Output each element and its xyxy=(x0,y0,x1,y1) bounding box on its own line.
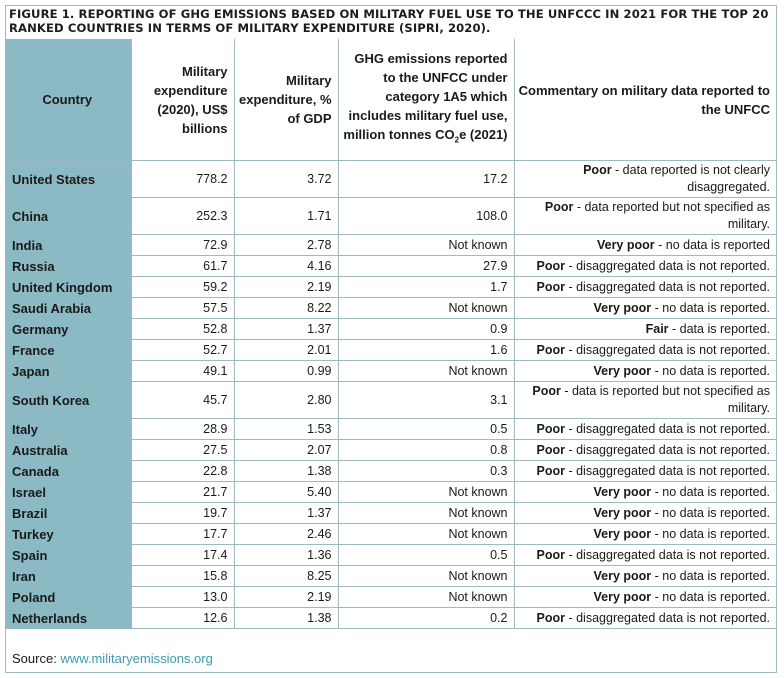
commentary-text: - data is reported but not specified as military. xyxy=(560,384,770,415)
header-gdp: Military expenditure, % of GDP xyxy=(234,39,338,161)
gdp-cell: 1.71 xyxy=(234,198,338,235)
country-cell: Netherlands xyxy=(6,608,131,629)
emissions-cell: Not known xyxy=(338,587,514,608)
emissions-cell: 0.2 xyxy=(338,608,514,629)
commentary-text: - data is reported. xyxy=(668,321,770,336)
header-emissions xyxy=(338,39,514,161)
expenditure-cell: 52.8 xyxy=(131,319,234,340)
commentary-cell xyxy=(514,161,776,198)
commentary-text: - no data is reported. xyxy=(651,589,770,604)
commentary-cell xyxy=(514,566,776,587)
rating-label: Very poor xyxy=(593,589,652,604)
country-cell: China xyxy=(6,198,131,235)
rating-label: Poor xyxy=(544,200,574,214)
gdp-cell: 1.38 xyxy=(234,608,338,629)
header-emissions-prefix: GHG emissions reported to the UNFCC under category 1A5 which includes military fuel use, million tonnes CO xyxy=(343,51,508,143)
gdp-cell: 2.07 xyxy=(234,440,338,461)
emissions-cell: Not known xyxy=(338,524,514,545)
gdp-cell: 1.38 xyxy=(234,461,338,482)
commentary-text: - no data is reported xyxy=(654,237,770,252)
gdp-cell: 1.36 xyxy=(234,545,338,566)
country-cell: Russia xyxy=(6,256,131,277)
commentary-cell xyxy=(514,340,776,361)
expenditure-cell: 49.1 xyxy=(131,361,234,382)
commentary-cell xyxy=(514,608,776,629)
commentary-cell xyxy=(514,545,776,566)
rating-label: Very poor xyxy=(593,568,652,583)
table-row xyxy=(6,524,776,545)
table-row xyxy=(6,256,776,277)
table-row xyxy=(6,545,776,566)
commentary-cell xyxy=(514,440,776,461)
rating-label: Poor xyxy=(536,463,565,478)
table-row xyxy=(6,298,776,319)
rating-label: Very poor xyxy=(596,237,655,252)
country-cell: South Korea xyxy=(6,382,131,419)
rating-label: Poor xyxy=(536,342,565,357)
country-cell: Germany xyxy=(6,319,131,340)
commentary-cell xyxy=(514,503,776,524)
commentary-cell xyxy=(514,382,776,419)
expenditure-cell: 61.7 xyxy=(131,256,234,277)
commentary-text: - disaggregated data is not reported. xyxy=(565,463,770,478)
header-row xyxy=(6,39,776,161)
country-cell: Brazil xyxy=(6,503,131,524)
table-row xyxy=(6,235,776,256)
rating-label: Fair xyxy=(645,321,669,336)
gdp-cell: 2.01 xyxy=(234,340,338,361)
rating-label: Poor xyxy=(536,547,565,562)
table-body xyxy=(6,161,776,629)
expenditure-cell: 21.7 xyxy=(131,482,234,503)
emissions-cell: Not known xyxy=(338,298,514,319)
table-row xyxy=(6,503,776,524)
rating-label: Poor xyxy=(536,442,565,457)
expenditure-cell: 15.8 xyxy=(131,566,234,587)
header-commentary: Commentary on military data reported to the UNFCC xyxy=(514,39,776,161)
gdp-cell: 1.37 xyxy=(234,503,338,524)
gdp-cell: 4.16 xyxy=(234,256,338,277)
commentary-cell xyxy=(514,524,776,545)
emissions-cell: Not known xyxy=(338,361,514,382)
country-cell: United Kingdom xyxy=(6,277,131,298)
country-cell: Japan xyxy=(6,361,131,382)
header-emissions-sub: 2 xyxy=(454,135,460,145)
country-cell: Saudi Arabia xyxy=(6,298,131,319)
rating-label: Very poor xyxy=(593,363,652,378)
country-cell: Spain xyxy=(6,545,131,566)
commentary-cell xyxy=(514,319,776,340)
emissions-cell: 1.7 xyxy=(338,277,514,298)
country-cell: Canada xyxy=(6,461,131,482)
table-row xyxy=(6,440,776,461)
gdp-cell: 8.22 xyxy=(234,298,338,319)
table-row xyxy=(6,419,776,440)
header-expenditure: Military expenditure (2020), US$ billions xyxy=(131,39,234,161)
commentary-text: - disaggregated data is not reported. xyxy=(565,258,770,273)
gdp-cell: 2.46 xyxy=(234,524,338,545)
expenditure-cell: 52.7 xyxy=(131,340,234,361)
rating-label: Poor xyxy=(536,421,565,436)
expenditure-cell: 17.7 xyxy=(131,524,234,545)
table-row xyxy=(6,340,776,361)
gdp-cell: 0.99 xyxy=(234,361,338,382)
commentary-text: - no data is reported. xyxy=(651,300,770,315)
expenditure-cell: 22.8 xyxy=(131,461,234,482)
commentary-text: - disaggregated data is not reported. xyxy=(565,547,770,562)
commentary-cell xyxy=(514,235,776,256)
emissions-cell: 108.0 xyxy=(338,198,514,235)
commentary-text: - no data is reported. xyxy=(651,526,770,541)
emissions-cell: 0.5 xyxy=(338,545,514,566)
expenditure-cell: 19.7 xyxy=(131,503,234,524)
commentary-cell xyxy=(514,298,776,319)
emissions-cell: 0.9 xyxy=(338,319,514,340)
expenditure-cell: 252.3 xyxy=(131,198,234,235)
source-label: Source: xyxy=(12,651,61,666)
commentary-cell xyxy=(514,277,776,298)
emissions-cell: 17.2 xyxy=(338,161,514,198)
country-cell: Poland xyxy=(6,587,131,608)
figure-title: FIGURE 1. REPORTING OF GHG EMISSIONS BASED ON MILITARY FUEL USE TO THE UNFCCC IN 2021 FOR THE TOP 20 RANKED COUNTRIES IN TERMS OF MILITARY EXPENDITURE (SIPRI, 2020). xyxy=(9,7,769,35)
commentary-cell xyxy=(514,482,776,503)
commentary-cell xyxy=(514,461,776,482)
gdp-cell: 2.19 xyxy=(234,277,338,298)
rating-label: Very poor xyxy=(593,505,652,520)
emissions-cell: Not known xyxy=(338,482,514,503)
expenditure-cell: 72.9 xyxy=(131,235,234,256)
commentary-text: - data reported but not specified as military. xyxy=(573,200,770,231)
expenditure-cell: 45.7 xyxy=(131,382,234,419)
country-cell: France xyxy=(6,340,131,361)
commentary-text: - no data is reported. xyxy=(651,568,770,583)
table-row xyxy=(6,361,776,382)
table-row xyxy=(6,587,776,608)
rating-label: Very poor xyxy=(593,300,652,315)
gdp-cell: 1.53 xyxy=(234,419,338,440)
commentary-text: - disaggregated data is not reported. xyxy=(565,279,770,294)
country-cell: Australia xyxy=(6,440,131,461)
expenditure-cell: 12.6 xyxy=(131,608,234,629)
commentary-text: - disaggregated data is not reported. xyxy=(565,610,770,625)
commentary-text: - disaggregated data is not reported. xyxy=(565,421,770,436)
source-link[interactable]: www.militaryemissions.org xyxy=(60,651,213,666)
gdp-cell: 8.25 xyxy=(234,566,338,587)
commentary-text: - no data is reported. xyxy=(651,363,770,378)
table-row xyxy=(6,482,776,503)
commentary-cell xyxy=(514,198,776,235)
table-row xyxy=(6,461,776,482)
expenditure-cell: 28.9 xyxy=(131,419,234,440)
commentary-text: - disaggregated data is not reported. xyxy=(565,442,770,457)
commentary-cell xyxy=(514,419,776,440)
emissions-cell: 0.5 xyxy=(338,419,514,440)
commentary-cell xyxy=(514,587,776,608)
emissions-table xyxy=(6,39,776,629)
gdp-cell: 1.37 xyxy=(234,319,338,340)
emissions-cell: 3.1 xyxy=(338,382,514,419)
rating-label: Very poor xyxy=(593,526,652,541)
emissions-cell: 0.3 xyxy=(338,461,514,482)
expenditure-cell: 59.2 xyxy=(131,277,234,298)
commentary-text: - no data is reported. xyxy=(651,484,770,499)
commentary-cell xyxy=(514,256,776,277)
expenditure-cell: 27.5 xyxy=(131,440,234,461)
expenditure-cell: 778.2 xyxy=(131,161,234,198)
rating-label: Poor xyxy=(536,610,565,625)
country-cell: India xyxy=(6,235,131,256)
table-row xyxy=(6,198,776,235)
commentary-cell xyxy=(514,361,776,382)
country-cell: Israel xyxy=(6,482,131,503)
gdp-cell: 3.72 xyxy=(234,161,338,198)
table-row xyxy=(6,608,776,629)
rating-label: Poor xyxy=(536,258,565,273)
country-cell: United States xyxy=(6,161,131,198)
gdp-cell: 2.80 xyxy=(234,382,338,419)
emissions-cell: 27.9 xyxy=(338,256,514,277)
emissions-cell: 0.8 xyxy=(338,440,514,461)
rating-label: Very poor xyxy=(593,484,652,499)
gdp-cell: 2.19 xyxy=(234,587,338,608)
gdp-cell: 5.40 xyxy=(234,482,338,503)
emissions-cell: Not known xyxy=(338,566,514,587)
table-row xyxy=(6,382,776,419)
expenditure-cell: 57.5 xyxy=(131,298,234,319)
source-line xyxy=(12,651,213,666)
header-country: Country xyxy=(6,39,131,161)
country-cell: Turkey xyxy=(6,524,131,545)
table-row xyxy=(6,277,776,298)
expenditure-cell: 13.0 xyxy=(131,587,234,608)
table-row xyxy=(6,319,776,340)
emissions-cell: 1.6 xyxy=(338,340,514,361)
rating-label: Poor xyxy=(532,384,561,398)
header-emissions-suffix: e (2021) xyxy=(459,127,508,143)
gdp-cell: 2.78 xyxy=(234,235,338,256)
emissions-cell: Not known xyxy=(338,235,514,256)
table-row xyxy=(6,161,776,198)
rating-label: Poor xyxy=(583,163,612,177)
emissions-cell: Not known xyxy=(338,503,514,524)
commentary-text: - disaggregated data is not reported. xyxy=(565,342,770,357)
commentary-text: - no data is reported. xyxy=(651,505,770,520)
commentary-text: - data reported is not clearly disaggregated. xyxy=(611,163,770,194)
country-cell: Italy xyxy=(6,419,131,440)
expenditure-cell: 17.4 xyxy=(131,545,234,566)
table-row xyxy=(6,566,776,587)
rating-label: Poor xyxy=(536,279,565,294)
country-cell: Iran xyxy=(6,566,131,587)
